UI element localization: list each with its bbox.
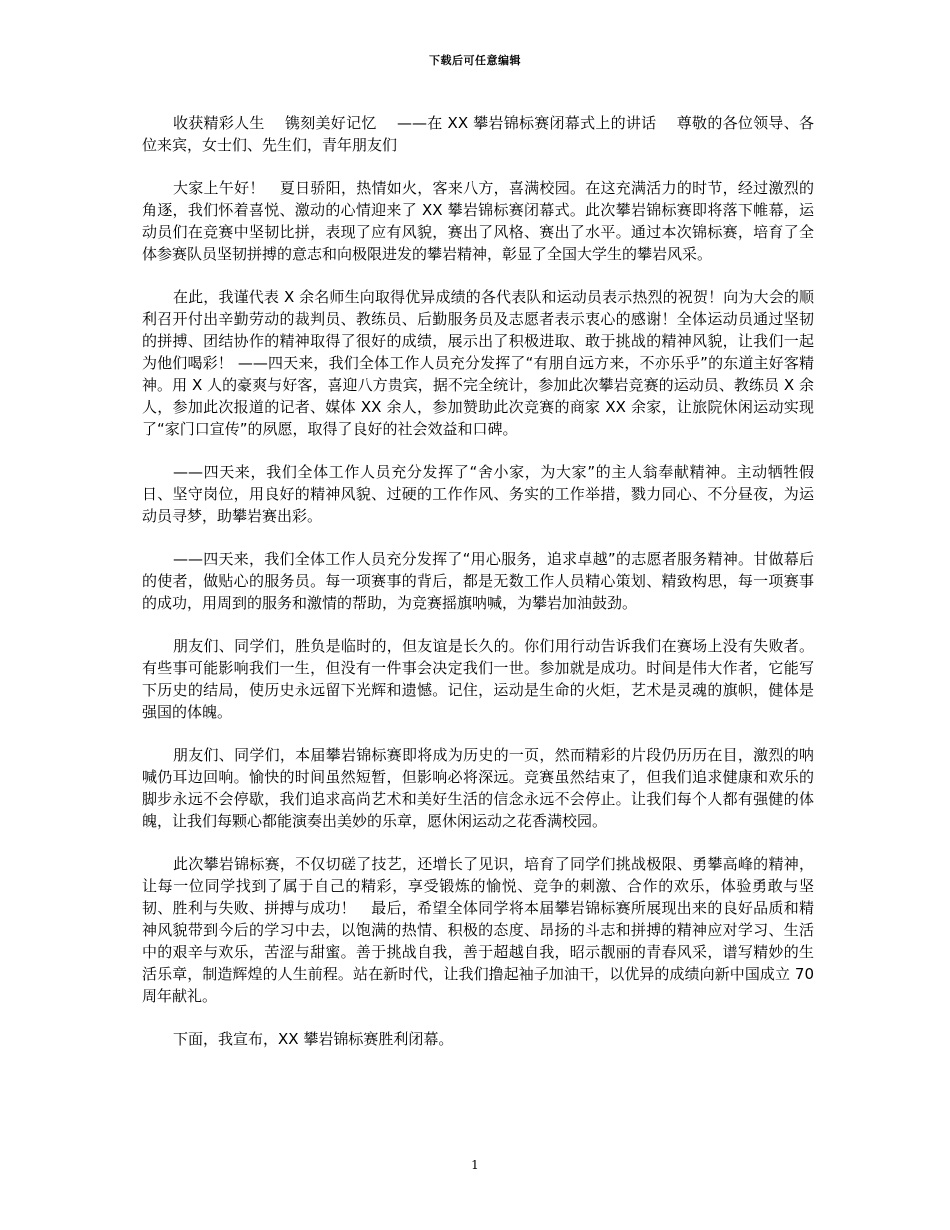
paragraph-friendship: 朋友们、同学们，胜负是临时的，但友谊是长久的。你们用行动告诉我们在赛场上没有失败者。有些事可能影响我们一生，但没有一件事会决定我们一世。参加就是成功。时间是伟大作者，它能写下历史的结局，使历史永远留下光辉和遗憾。记住，运动是生命的火炬，艺术是灵魂的旗帜，健体是强国的体魄。	[142, 637, 814, 721]
header-note: 下载后可任意编辑	[429, 54, 521, 67]
paragraph-closing-hopes: 此次攀岩锦标赛，不仅切磋了技艺，还增长了见识，培育了同学们挑战极限、勇攀高峰的精神，让每一位同学找到了属于自己的精彩，享受锻炼的愉悦、竞争的刺激、合作的欢乐，体验勇敢与坚韧、胜利与失败、拼搏与成功！ 最后，希望全体同学将本届攀岩锦标赛所展现出来的良好品质和精神风貌带到今后的学习中去，以饱满的热情、积极的态度、昂扬的斗志和拼搏的精神应对学习、生活中的艰辛与欢乐，苦涩与甜蜜。善于挑战自我，善于超越自我，昭示靓丽的青春风采，谱写精妙的生活乐章，制造辉煌的人生前程。站在新时代，让我们撸起袖子加油干，以优异的成绩向新中国成立 70 周年献礼。	[142, 855, 814, 1005]
paragraph-host-spirit: ——四天来，我们全体工作人员充分发挥了“舍小家，为大家”的主人翁奉献精神。主动牺牲假日、坚守岗位，用良好的精神风貌、过硬的工作作风、务实的工作举措，戮力同心、不分昼夜，为运动员寻梦，助攀岩赛出彩。	[142, 463, 814, 525]
page-number: 1	[471, 1158, 479, 1172]
paragraph-volunteer-spirit: ——四天来，我们全体工作人员充分发挥了“用心服务，追求卓越”的志愿者服务精神。甘做幕后的使者，做贴心的服务员。每一项赛事的背后，都是无数工作人员精心策划、精致构思，每一项赛事的成功，用周到的服务和激情的帮助，为竞赛摇旗呐喊，为攀岩加油鼓劲。	[142, 550, 814, 612]
title-paragraph: 收获精彩人生 镌刻美好记忆 ——在 XX 攀岩锦标赛闭幕式上的讲话 尊敬的各位领导、各位来宾，女士们、先生们，青年朋友们	[142, 114, 814, 154]
paragraph-congratulations: 在此，我谨代表 X 余名师生向取得优异成绩的各代表队和运动员表示热烈的祝贺！向为大会的顺利召开付出辛勤劳动的裁判员、教练员、后勤服务员及志愿者表示衷心的感谢！全体运动员通过坚韧的拼搏、团结协作的精神取得了很好的成绩，展示出了积极进取、敢于挑战的精神风貌，让我们一起为他们喝彩！ ——四天来，我们全体工作人员充分发挥了“有朋自远方来，不亦乐乎”的东道主好客精神。用 X 人的豪爽与好客，喜迎八方贵宾，据不完全统计，参加此次攀岩竞赛的运动员、教练员 X 余人，参加此次报道的记者、媒体 XX 余人，参加赞助此次竞赛的商家 XX 余家，让旅院休闲运动实现了“家门口宣传”的夙愿，取得了良好的社会效益和口碑。	[142, 288, 814, 438]
paragraph-memories: 朋友们、同学们，本届攀岩锦标赛即将成为历史的一页，然而精彩的片段仍历历在目，激烈的呐喊仍耳边回响。愉快的时间虽然短暂，但影响必将深远。竞赛虽然结束了，但我们追求健康和欢乐的脚步永远不会停歇，我们追求高尚艺术和美好生活的信念永远不会停止。让我们每个人都有强健的体魄，让我们每颗心都能演奏出美妙的乐章，愿休闲运动之花香满校园。	[142, 746, 814, 830]
document-body	[142, 112, 814, 1071]
paragraph-declaration: 下面，我宣布，XX 攀岩锦标赛胜利闭幕。	[173, 1030, 454, 1048]
paragraph-greeting: 大家上午好！ 夏日骄阳，热情如火，客来八方，喜满校园。在这充满活力的时节，经过激烈的角逐，我们怀着喜悦、激动的心情迎来了 XX 攀岩锦标赛闭幕式。此次攀岩锦标赛即将落下帷幕，运动员们在竞赛中坚韧比拼，表现了应有风貌，赛出了风格、赛出了水平。通过本次锦标赛，培育了全体参赛队员坚韧拼搏的意志和向极限进发的攀岩精神，彰显了全国大学生的攀岩风采。	[142, 179, 814, 263]
